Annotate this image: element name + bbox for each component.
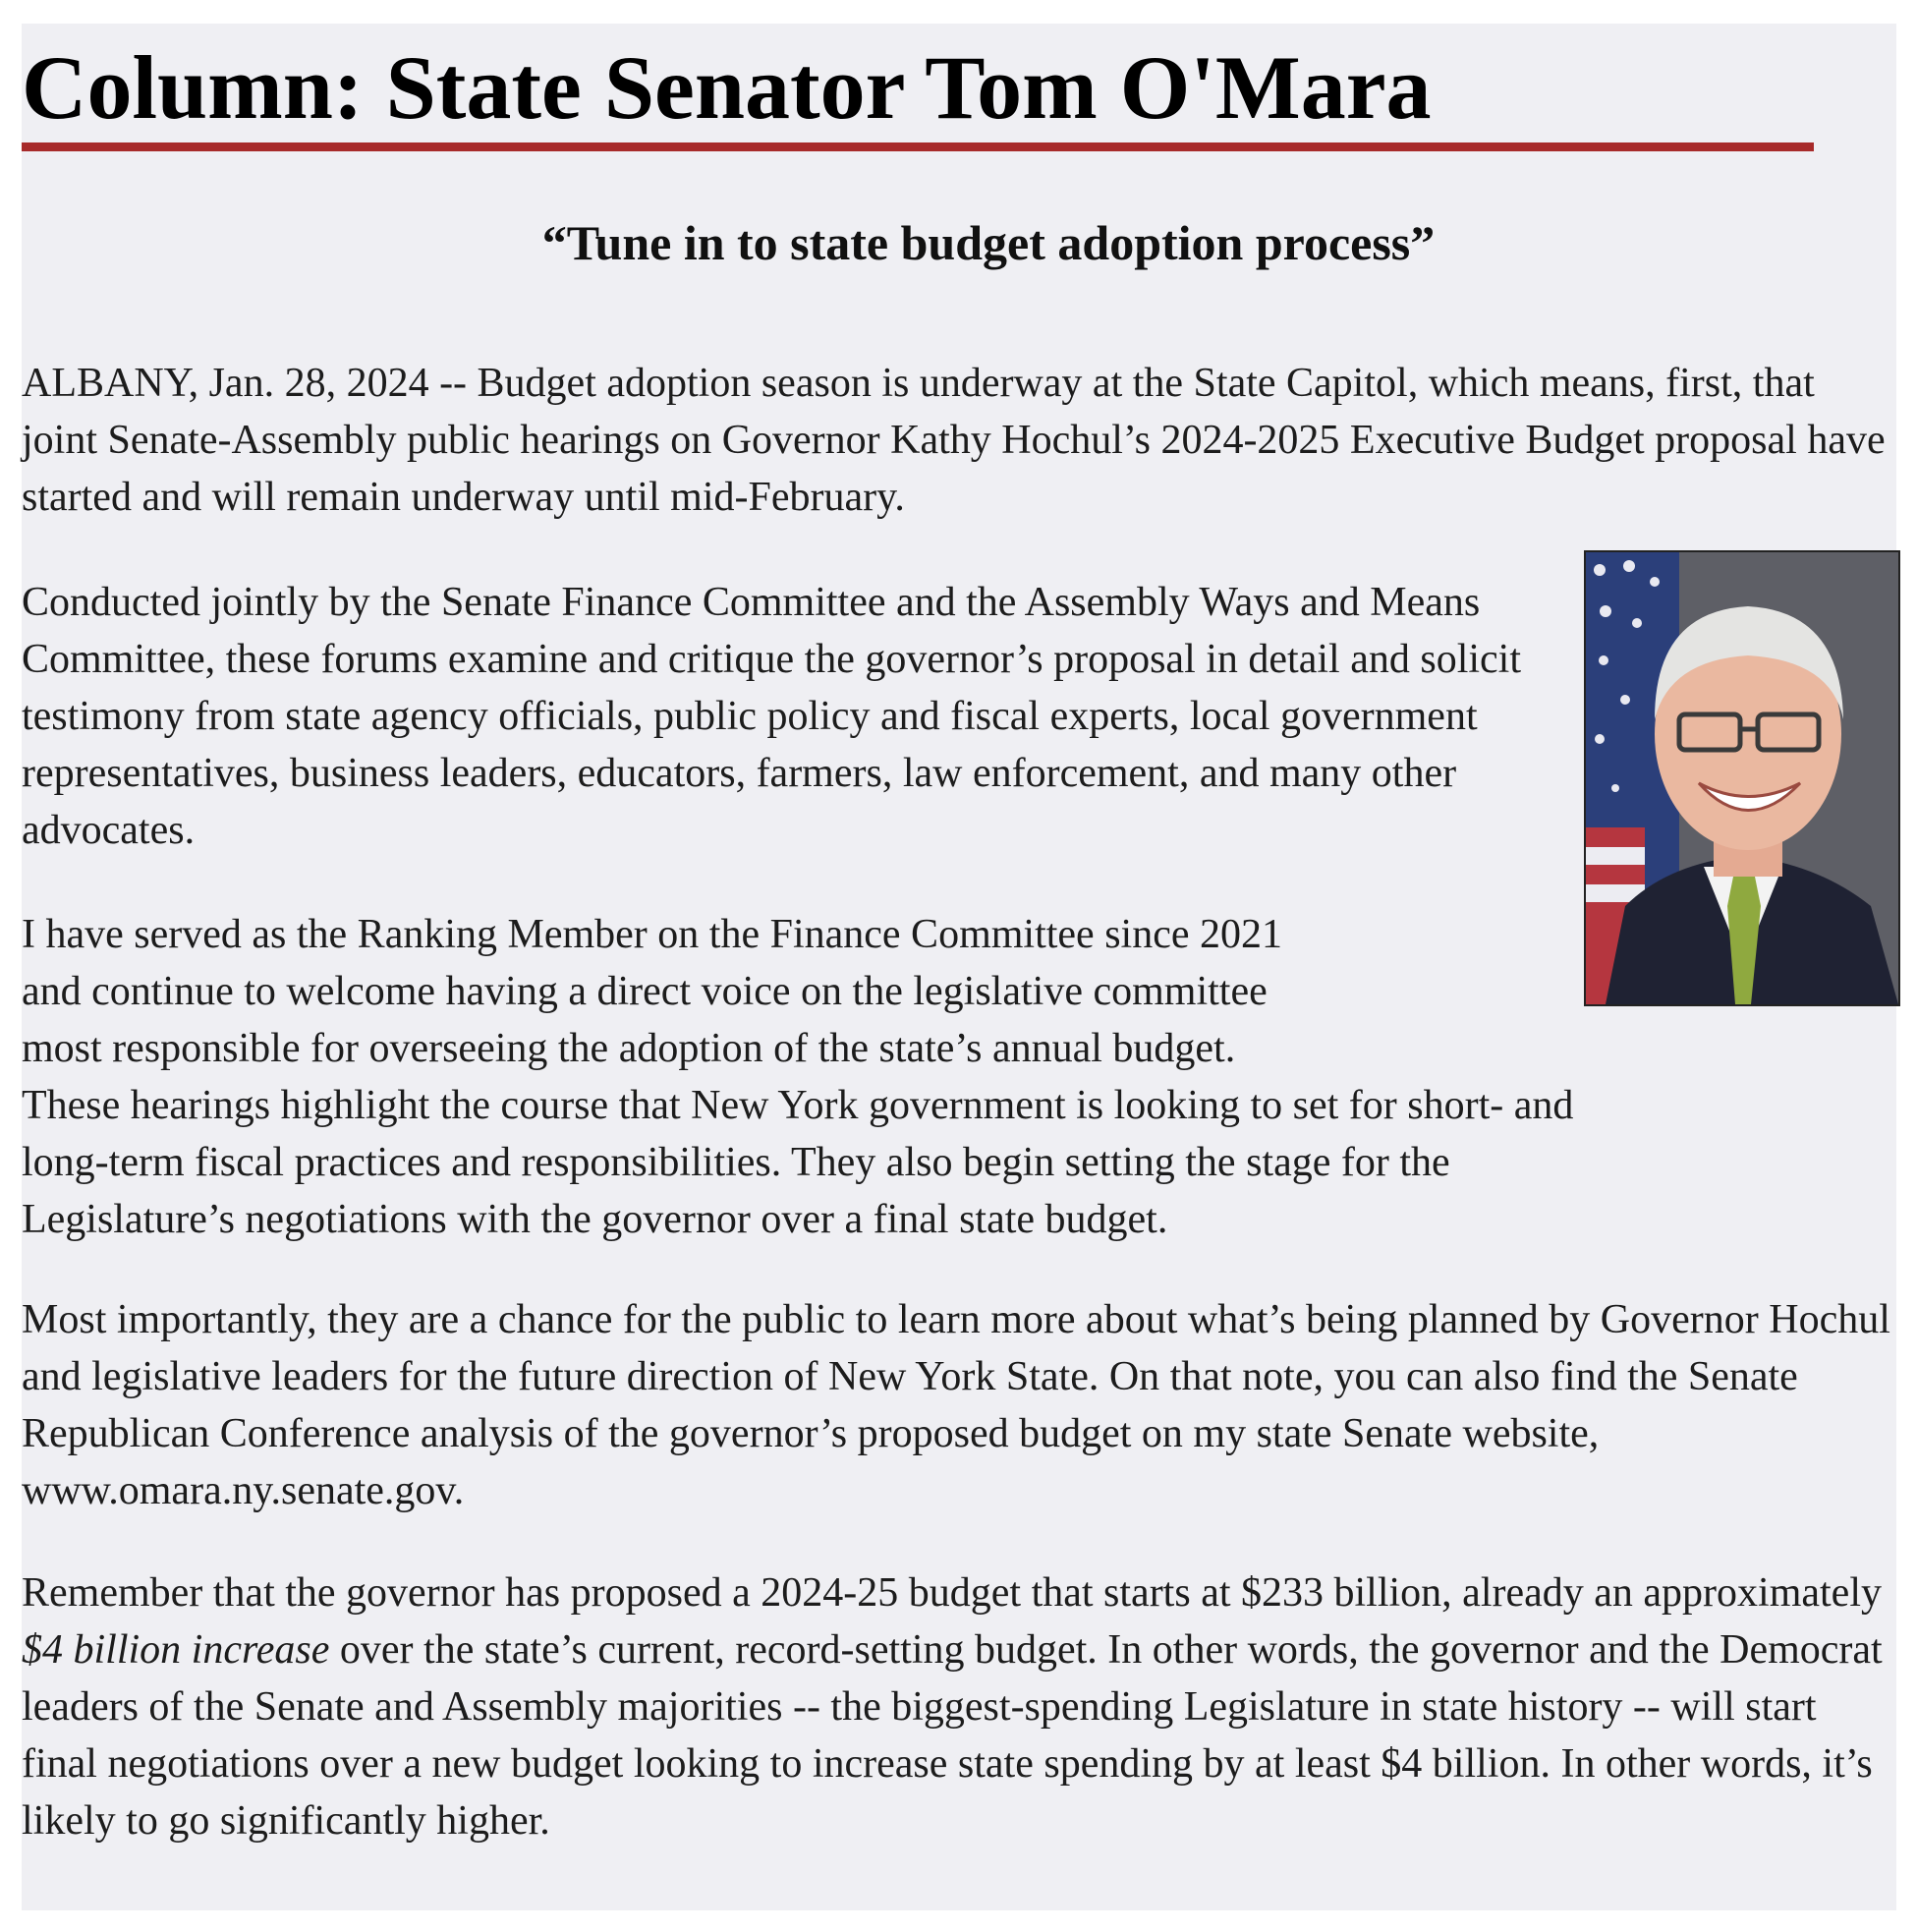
paragraph-line: I have served as the Ranking Member on the Finance Committee since 2021 — [22, 912, 1282, 957]
paragraph-public-chance: Most importantly, they are a chance for the public to learn more about what’s being planned by Governor Hochul and legislative leaders for the future direction of New York State. On that note, you can also find the Senate Republican Conference analysis of the governor’s proposed budget on my state Senate website, www.omara.ny.senate.gov. — [22, 1297, 1890, 1513]
article-headline: “Tune in to state budget adoption process” — [541, 215, 1436, 270]
paragraph-ranking-member — [22, 906, 1898, 1248]
column-title: Column: State Senator Tom O'Mara — [22, 37, 1432, 138]
paragraph-line: Legislature’s negotiations with the governor over a final state budget. — [22, 1197, 1168, 1242]
emphasized-increase: $4 billion increase — [22, 1627, 330, 1673]
title-divider — [22, 142, 1814, 151]
paragraph-hearings: Conducted jointly by the Senate Finance Committee and the Assembly Ways and Means Committee, these forums examine and critique the governor’s proposal in detail and solicit testimony from state agency officials, public policy and fiscal experts, local government representatives, business leaders, educators, farmers, law enforcement, and many other advocates. — [22, 580, 1522, 853]
paragraph-line: These hearings highlight the course that New York government is looking to set for short- and — [22, 1083, 1574, 1128]
column-panel — [22, 24, 1896, 1910]
paragraph-text-start: Remember that the governor has proposed a 2024-25 budget that starts at $233 billion, already an approximately — [22, 1570, 1882, 1616]
paragraph-intro: ALBANY, Jan. 28, 2024 -- Budget adoption season is underway at the State Capitol, which means, first, that joint Senate-Assembly public hearings on Governor Kathy Hochul’s 2024-2025 Executive Budget proposal have started and will remain underway until mid-February. — [22, 361, 1886, 520]
paragraph-budget-increase — [22, 1564, 1898, 1849]
paragraph-line: long-term fiscal practices and responsibilities. They also begin setting the stage for the — [22, 1140, 1450, 1185]
paragraph-text-end: over the state’s current, record-setting budget. In other words, the governor and the Democrat leaders of the Senate and Assembly majorities -- the biggest-spending Legislature in state history -- will start final negotiations over a new budget looking to increase state spending by at least $4 billion. In other words, it’s likely to go significantly higher. — [22, 1627, 1883, 1844]
paragraph-line: and continue to welcome having a direct voice on the legislative committee — [22, 969, 1268, 1014]
paragraph-line: most responsible for overseeing the adoption of the state’s annual budget. — [22, 1026, 1236, 1071]
